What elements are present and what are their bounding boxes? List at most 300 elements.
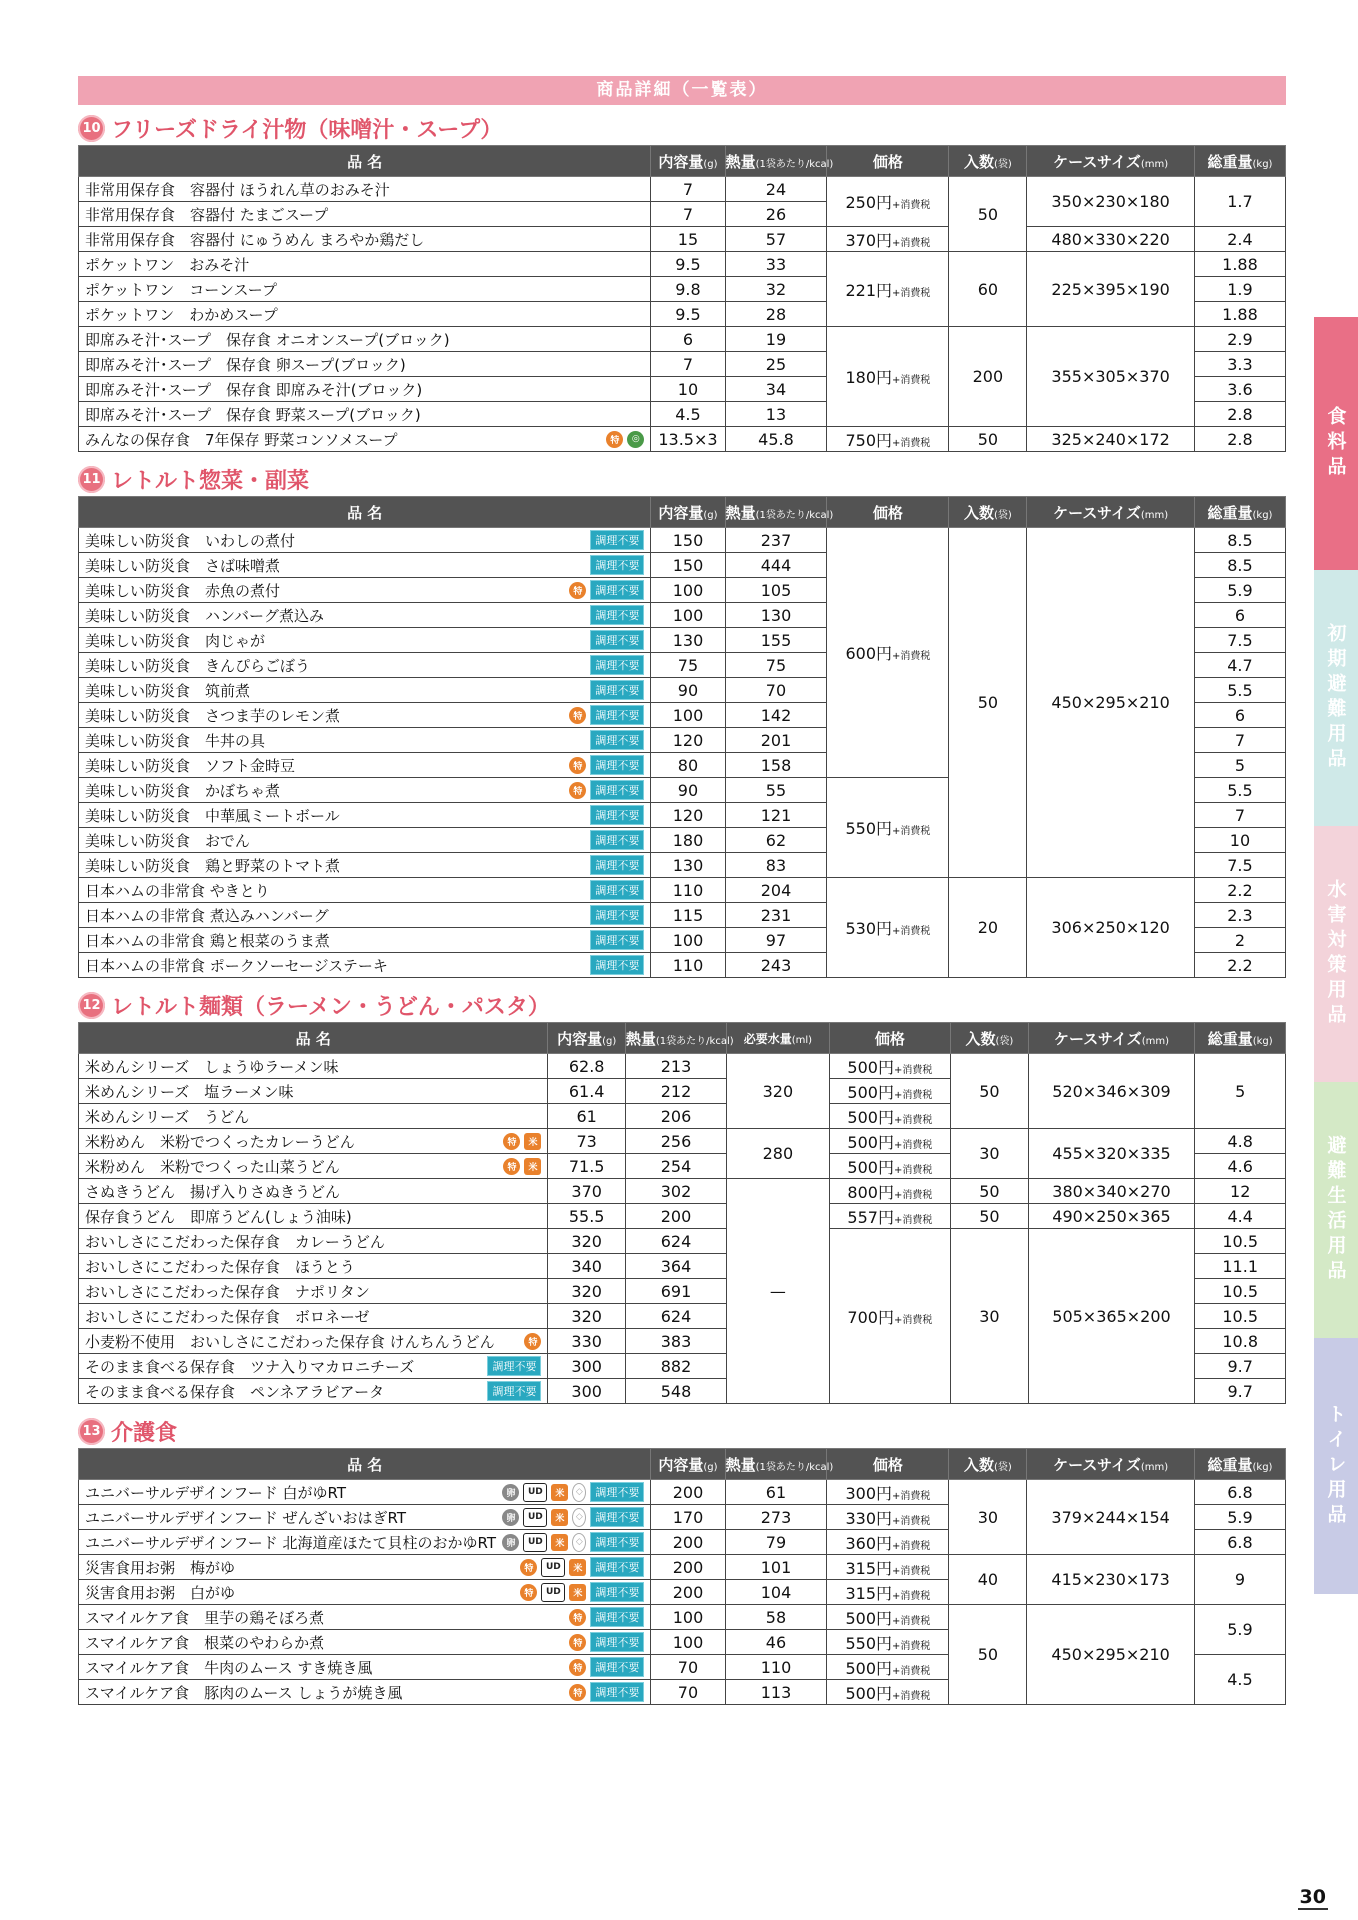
item-name: 美味しい防災食 牛丼の具 調理不要 bbox=[79, 728, 651, 753]
item-weight: 9.7 bbox=[1195, 1354, 1286, 1379]
item-case-size: 520×346×309 bbox=[1028, 1054, 1195, 1129]
no-cooking-badge: 調理不要 bbox=[487, 1356, 541, 1376]
item-name: 米めんシリーズ うどん bbox=[79, 1104, 548, 1129]
item-calories: 13 bbox=[725, 402, 827, 427]
item-weight: 4.6 bbox=[1195, 1154, 1286, 1179]
item-weight: 10.8 bbox=[1195, 1329, 1286, 1354]
item-volume: 330 bbox=[548, 1329, 625, 1354]
item-name: おいしさにこだわった保存食 ほうとう bbox=[79, 1254, 548, 1279]
col-weight: 総重量(kg) bbox=[1194, 146, 1285, 177]
no-cooking-badge: 調理不要 bbox=[590, 655, 644, 675]
allergen-free-icon: 特 bbox=[569, 582, 586, 599]
table-header bbox=[79, 1023, 1286, 1054]
item-volume: 100 bbox=[651, 1630, 725, 1655]
item-name: スマイルケア食 牛肉のムース すき焼き風 特 調理不要 bbox=[79, 1655, 651, 1680]
no-cooking-badge: 調理不要 bbox=[590, 830, 644, 850]
table-row bbox=[79, 177, 1286, 202]
allergen-free-icon: 特 bbox=[569, 1659, 586, 1676]
item-calories: 130 bbox=[725, 603, 827, 628]
universal-design-food-icon: UD bbox=[541, 1558, 565, 1577]
allergen-free-icon: 特 bbox=[569, 1634, 586, 1651]
item-calories: 97 bbox=[725, 928, 827, 953]
item-name: 米粉めん 米粉でつくったカレーうどん 特 米 bbox=[79, 1129, 548, 1154]
item-name: 美味しい防災食 かぼちゃ煮 特 調理不要 bbox=[79, 778, 651, 803]
item-weight: 9.7 bbox=[1195, 1379, 1286, 1404]
item-calories: 142 bbox=[725, 703, 827, 728]
section-number: 13 bbox=[78, 1418, 105, 1445]
col-quantity: 入数(袋) bbox=[949, 1449, 1027, 1480]
tab-toilet[interactable]: トイレ用品 bbox=[1314, 1338, 1358, 1594]
item-volume: 7 bbox=[651, 177, 725, 202]
item-name: 美味しい防災食 肉じゃが 調理不要 bbox=[79, 628, 651, 653]
item-quantity: 30 bbox=[951, 1129, 1028, 1179]
item-weight: 2.3 bbox=[1194, 903, 1285, 928]
item-weight: 1.9 bbox=[1194, 277, 1285, 302]
table-row bbox=[79, 878, 1286, 903]
col-case-size: ケースサイズ(mm) bbox=[1027, 146, 1195, 177]
item-volume: 200 bbox=[651, 1555, 725, 1580]
item-calories: 121 bbox=[725, 803, 827, 828]
col-weight: 総重量(kg) bbox=[1194, 497, 1285, 528]
item-calories: 33 bbox=[725, 252, 827, 277]
section-number: 10 bbox=[78, 115, 105, 142]
col-volume: 内容量(g) bbox=[651, 497, 725, 528]
item-name: 非常用保存食 容器付 ほうれん草のおみそ汁 bbox=[79, 177, 651, 202]
item-weight: 5.5 bbox=[1194, 678, 1285, 703]
table-row bbox=[79, 1480, 1286, 1505]
item-quantity: 50 bbox=[951, 1204, 1028, 1229]
item-calories: 61 bbox=[725, 1480, 827, 1505]
item-quantity: 20 bbox=[949, 878, 1027, 978]
allergen-free-icon: 特 bbox=[524, 1333, 541, 1350]
item-quantity: 30 bbox=[949, 1480, 1027, 1555]
no-cooking-badge: 調理不要 bbox=[590, 1482, 644, 1502]
item-name: 美味しい防災食 ハンバーグ煮込み 調理不要 bbox=[79, 603, 651, 628]
tab-evacuation-life[interactable]: 避難生活用品 bbox=[1314, 1082, 1358, 1338]
item-calories: 364 bbox=[625, 1254, 726, 1279]
item-name: 即席みそ汁･スープ 保存食 即席みそ汁(ブロック) bbox=[79, 377, 651, 402]
item-volume: 7 bbox=[651, 352, 725, 377]
item-calories: 383 bbox=[625, 1329, 726, 1354]
item-weight: 5.9 bbox=[1194, 578, 1285, 603]
item-weight: 5.9 bbox=[1194, 1605, 1285, 1655]
item-case-size: 325×240×172 bbox=[1027, 427, 1195, 452]
tab-initial-evacuation[interactable]: 初期避難用品 bbox=[1314, 570, 1358, 826]
item-name: スマイルケア食 里芋の鶏そぼろ煮 特 調理不要 bbox=[79, 1605, 651, 1630]
no-cooking-badge: 調理不要 bbox=[590, 555, 644, 575]
item-weight: 6.8 bbox=[1194, 1480, 1285, 1505]
item-price: 315円+消費税 bbox=[827, 1555, 949, 1580]
item-weight: 6 bbox=[1194, 703, 1285, 728]
item-volume: 170 bbox=[651, 1505, 725, 1530]
item-name: 日本ハムの非常食 やきとり 調理不要 bbox=[79, 878, 651, 903]
col-name: 品 名 bbox=[79, 1023, 548, 1054]
col-case-size: ケースサイズ(mm) bbox=[1027, 497, 1195, 528]
item-calories: 155 bbox=[725, 628, 827, 653]
col-case-size: ケースサイズ(mm) bbox=[1028, 1023, 1195, 1054]
item-volume: 100 bbox=[651, 703, 725, 728]
allergen-icon: 卵 bbox=[502, 1534, 519, 1551]
item-name: 米めんシリーズ しょうゆラーメン味 bbox=[79, 1054, 548, 1079]
no-cooking-badge: 調理不要 bbox=[590, 805, 644, 825]
no-cooking-badge: 調理不要 bbox=[590, 580, 644, 600]
item-price: 500円+消費税 bbox=[829, 1104, 951, 1129]
item-weight: 10.5 bbox=[1195, 1304, 1286, 1329]
allergen-free-icon: 特 bbox=[520, 1584, 537, 1601]
item-volume: 320 bbox=[548, 1304, 625, 1329]
col-name: 品 名 bbox=[79, 1449, 651, 1480]
item-weight: 4.8 bbox=[1195, 1129, 1286, 1154]
item-name: 美味しい防災食 筑前煮 調理不要 bbox=[79, 678, 651, 703]
universal-design-food-icon: UD bbox=[541, 1583, 565, 1602]
item-price: 550円+消費税 bbox=[827, 1630, 949, 1655]
item-calories: 75 bbox=[725, 653, 827, 678]
gluten-free-icon: 米 bbox=[551, 1509, 568, 1526]
item-quantity: 50 bbox=[949, 427, 1027, 452]
allergen-free-icon: 特 bbox=[606, 431, 623, 448]
item-calories: 158 bbox=[725, 753, 827, 778]
no-cooking-badge: 調理不要 bbox=[590, 1607, 644, 1627]
item-weight: 2.2 bbox=[1194, 878, 1285, 903]
item-name: おいしさにこだわった保存食 ボロネーゼ bbox=[79, 1304, 548, 1329]
table-row bbox=[79, 327, 1286, 352]
item-price: 300円+消費税 bbox=[827, 1480, 949, 1505]
item-weight: 7 bbox=[1194, 803, 1285, 828]
item-name: 美味しい防災食 おでん 調理不要 bbox=[79, 828, 651, 853]
item-name: スマイルケア食 根菜のやわらか煮 特 調理不要 bbox=[79, 1630, 651, 1655]
item-volume: 71.5 bbox=[548, 1154, 625, 1179]
item-price: 221円+消費税 bbox=[827, 252, 949, 327]
col-case-size: ケースサイズ(mm) bbox=[1027, 1449, 1195, 1480]
item-calories: 57 bbox=[725, 227, 827, 252]
water-drop-icon: ◇ bbox=[572, 1483, 586, 1502]
no-cooking-badge: 調理不要 bbox=[590, 1632, 644, 1652]
item-case-size: 355×305×370 bbox=[1027, 327, 1195, 427]
item-calories: 204 bbox=[725, 878, 827, 903]
col-name: 品 名 bbox=[79, 146, 651, 177]
item-price: 750円+消費税 bbox=[827, 427, 949, 452]
no-cooking-badge: 調理不要 bbox=[590, 855, 644, 875]
col-price: 価格 bbox=[829, 1023, 951, 1054]
item-case-size: 306×250×120 bbox=[1027, 878, 1195, 978]
table-care-food bbox=[78, 1448, 1286, 1705]
no-cooking-badge: 調理不要 bbox=[590, 1682, 644, 1702]
item-water: 280 bbox=[727, 1129, 829, 1179]
item-name: ポケットワン おみそ汁 bbox=[79, 252, 651, 277]
item-name: 美味しい防災食 さつま芋のレモン煮 特 調理不要 bbox=[79, 703, 651, 728]
allergen-free-icon: 特 bbox=[569, 707, 586, 724]
table-row bbox=[79, 227, 1286, 252]
item-volume: 61.4 bbox=[548, 1079, 625, 1104]
item-calories: 201 bbox=[725, 728, 827, 753]
col-price: 価格 bbox=[827, 1449, 949, 1480]
section-title-13 bbox=[78, 1414, 1286, 1448]
item-calories: 256 bbox=[625, 1129, 726, 1154]
item-water: 320 bbox=[727, 1054, 829, 1129]
item-name: 非常用保存食 容器付 にゅうめん まろやか鶏だし bbox=[79, 227, 651, 252]
item-calories: 200 bbox=[625, 1204, 726, 1229]
item-volume: 130 bbox=[651, 628, 725, 653]
item-weight: 7 bbox=[1194, 728, 1285, 753]
item-volume: 7 bbox=[651, 202, 725, 227]
item-volume: 200 bbox=[651, 1530, 725, 1555]
item-price: 800円+消費税 bbox=[829, 1179, 951, 1204]
item-volume: 62.8 bbox=[548, 1054, 625, 1079]
item-weight: 12 bbox=[1195, 1179, 1286, 1204]
item-name: 日本ハムの非常食 鶏と根菜のうま煮 調理不要 bbox=[79, 928, 651, 953]
item-weight: 2 bbox=[1194, 928, 1285, 953]
item-volume: 100 bbox=[651, 578, 725, 603]
item-name: 美味しい防災食 赤魚の煮付 特 調理不要 bbox=[79, 578, 651, 603]
item-name: 美味しい防災食 鶏と野菜のトマト煮 調理不要 bbox=[79, 853, 651, 878]
category-tabs bbox=[1314, 317, 1358, 1594]
table-header bbox=[79, 146, 1286, 177]
item-volume: 100 bbox=[651, 603, 725, 628]
no-cooking-badge: 調理不要 bbox=[590, 630, 644, 650]
item-volume: 150 bbox=[651, 553, 725, 578]
table-row bbox=[79, 1179, 1286, 1204]
item-case-size: 480×330×220 bbox=[1027, 227, 1195, 252]
table-row bbox=[79, 427, 1286, 452]
no-cooking-badge: 調理不要 bbox=[590, 1657, 644, 1677]
tab-flood-countermeasures[interactable]: 水害対策用品 bbox=[1314, 826, 1358, 1082]
item-calories: 691 bbox=[625, 1279, 726, 1304]
item-name: 災害食用お粥 梅がゆ 特 UD 米 調理不要 bbox=[79, 1555, 651, 1580]
item-name: 美味しい防災食 きんぴらごぼう 調理不要 bbox=[79, 653, 651, 678]
item-calories: 25 bbox=[725, 352, 827, 377]
item-calories: 624 bbox=[625, 1229, 726, 1254]
item-name: 美味しい防災食 いわしの煮付 調理不要 bbox=[79, 528, 651, 553]
item-price: 600円+消費税 bbox=[827, 528, 949, 778]
item-calories: 62 bbox=[725, 828, 827, 853]
item-volume: 120 bbox=[651, 728, 725, 753]
allergen-free-icon: 特 bbox=[569, 1684, 586, 1701]
item-price: 500円+消費税 bbox=[829, 1079, 951, 1104]
item-volume: 13.5×3 bbox=[651, 427, 725, 452]
item-weight: 7.5 bbox=[1194, 853, 1285, 878]
table-row bbox=[79, 1054, 1286, 1079]
item-volume: 6 bbox=[651, 327, 725, 352]
item-volume: 110 bbox=[651, 878, 725, 903]
item-volume: 10 bbox=[651, 377, 725, 402]
item-volume: 55.5 bbox=[548, 1204, 625, 1229]
item-name: 即席みそ汁･スープ 保存食 野菜スープ(ブロック) bbox=[79, 402, 651, 427]
item-weight: 6.8 bbox=[1194, 1530, 1285, 1555]
eco-icon: ◎ bbox=[627, 431, 644, 448]
item-quantity: 50 bbox=[949, 1605, 1027, 1705]
item-calories: 213 bbox=[625, 1054, 726, 1079]
item-calories: 34 bbox=[725, 377, 827, 402]
item-calories: 58 bbox=[725, 1605, 827, 1630]
item-weight: 11.1 bbox=[1195, 1254, 1286, 1279]
item-calories: 243 bbox=[725, 953, 827, 978]
item-calories: 32 bbox=[725, 277, 827, 302]
item-weight: 5.9 bbox=[1194, 1505, 1285, 1530]
item-calories: 45.8 bbox=[725, 427, 827, 452]
item-calories: 79 bbox=[725, 1530, 827, 1555]
item-price: 315円+消費税 bbox=[827, 1580, 949, 1605]
section-title-11 bbox=[78, 462, 1286, 496]
item-price: 360円+消費税 bbox=[827, 1530, 949, 1555]
item-volume: 90 bbox=[651, 778, 725, 803]
item-volume: 80 bbox=[651, 753, 725, 778]
no-cooking-badge: 調理不要 bbox=[590, 905, 644, 925]
no-cooking-badge: 調理不要 bbox=[590, 705, 644, 725]
item-volume: 9.5 bbox=[651, 302, 725, 327]
item-name: 保存食うどん 即席うどん(しょう油味) bbox=[79, 1204, 548, 1229]
universal-design-food-icon: UD bbox=[523, 1483, 547, 1502]
item-price: 250円+消費税 bbox=[827, 177, 949, 227]
item-weight: 1.88 bbox=[1194, 302, 1285, 327]
item-weight: 5.5 bbox=[1194, 778, 1285, 803]
no-cooking-badge: 調理不要 bbox=[590, 755, 644, 775]
no-cooking-badge: 調理不要 bbox=[590, 955, 644, 975]
col-weight: 総重量(kg) bbox=[1195, 1023, 1286, 1054]
item-weight: 2.8 bbox=[1194, 402, 1285, 427]
table-row bbox=[79, 1204, 1286, 1229]
table-row bbox=[79, 1605, 1286, 1630]
item-price: 530円+消費税 bbox=[827, 878, 949, 978]
item-name: 美味しい防災食 ソフト金時豆 特 調理不要 bbox=[79, 753, 651, 778]
item-weight: 10.5 bbox=[1195, 1279, 1286, 1304]
item-volume: 100 bbox=[651, 1605, 725, 1630]
item-volume: 75 bbox=[651, 653, 725, 678]
item-price: 500円+消費税 bbox=[829, 1129, 951, 1154]
item-weight: 9 bbox=[1194, 1555, 1285, 1605]
no-cooking-badge: 調理不要 bbox=[590, 1557, 644, 1577]
item-volume: 340 bbox=[548, 1254, 625, 1279]
section-title-12 bbox=[78, 988, 1286, 1022]
gluten-free-icon: 米 bbox=[569, 1559, 586, 1576]
item-case-size: 379×244×154 bbox=[1027, 1480, 1195, 1555]
item-calories: 113 bbox=[725, 1680, 827, 1705]
allergen-free-icon: 特 bbox=[503, 1158, 520, 1175]
item-calories: 212 bbox=[625, 1079, 726, 1104]
col-price: 価格 bbox=[827, 146, 949, 177]
item-volume: 180 bbox=[651, 828, 725, 853]
gluten-free-icon: 米 bbox=[551, 1484, 568, 1501]
gluten-free-icon: 米 bbox=[569, 1584, 586, 1601]
item-weight: 2.2 bbox=[1194, 953, 1285, 978]
item-weight: 4.4 bbox=[1195, 1204, 1286, 1229]
item-calories: 110 bbox=[725, 1655, 827, 1680]
table-freeze-dry-soup bbox=[78, 145, 1286, 452]
col-quantity: 入数(袋) bbox=[951, 1023, 1028, 1054]
item-case-size: 350×230×180 bbox=[1027, 177, 1195, 227]
item-calories: 46 bbox=[725, 1630, 827, 1655]
item-price: 557円+消費税 bbox=[829, 1204, 951, 1229]
item-calories: 254 bbox=[625, 1154, 726, 1179]
universal-design-food-icon: UD bbox=[523, 1508, 547, 1527]
item-weight: 8.5 bbox=[1194, 528, 1285, 553]
table-row bbox=[79, 252, 1286, 277]
page-banner: 商品詳細（一覧表） bbox=[78, 76, 1286, 105]
item-weight: 1.88 bbox=[1194, 252, 1285, 277]
item-weight: 5 bbox=[1195, 1054, 1286, 1129]
item-name: ポケットワン コーンスープ bbox=[79, 277, 651, 302]
item-quantity: 50 bbox=[949, 177, 1027, 252]
section-title-10 bbox=[78, 111, 1286, 145]
col-quantity: 入数(袋) bbox=[949, 146, 1027, 177]
item-name: 即席みそ汁･スープ 保存食 卵スープ(ブロック) bbox=[79, 352, 651, 377]
item-name: 小麦粉不使用 おいしさにこだわった保存食 けんちんうどん 特 bbox=[79, 1329, 548, 1354]
item-quantity: 60 bbox=[949, 252, 1027, 327]
no-cooking-badge: 調理不要 bbox=[590, 1507, 644, 1527]
section-heading: フリーズドライ汁物（味噌汁・スープ） bbox=[111, 117, 503, 143]
item-price: 500円+消費税 bbox=[827, 1680, 949, 1705]
table-header bbox=[79, 497, 1286, 528]
item-calories: 237 bbox=[725, 528, 827, 553]
item-volume: 90 bbox=[651, 678, 725, 703]
item-volume: 200 bbox=[651, 1480, 725, 1505]
item-calories: 70 bbox=[725, 678, 827, 703]
col-calories: 熱量(1袋あたり/kcal) bbox=[725, 497, 827, 528]
item-weight: 4.7 bbox=[1194, 653, 1285, 678]
item-calories: 624 bbox=[625, 1304, 726, 1329]
item-volume: 61 bbox=[548, 1104, 625, 1129]
item-weight: 2.9 bbox=[1194, 327, 1285, 352]
tab-food[interactable]: 食料品 bbox=[1314, 317, 1358, 570]
allergen-free-icon: 特 bbox=[520, 1559, 537, 1576]
item-quantity: 200 bbox=[949, 327, 1027, 427]
item-weight: 10 bbox=[1194, 828, 1285, 853]
no-cooking-badge: 調理不要 bbox=[590, 880, 644, 900]
allergen-free-icon: 特 bbox=[569, 782, 586, 799]
item-weight: 4.5 bbox=[1194, 1655, 1285, 1705]
water-drop-icon: ◇ bbox=[572, 1508, 586, 1527]
item-weight: 1.7 bbox=[1194, 177, 1285, 227]
item-weight: 10.5 bbox=[1195, 1229, 1286, 1254]
item-volume: 70 bbox=[651, 1655, 725, 1680]
gluten-free-icon: 米 bbox=[551, 1534, 568, 1551]
item-calories: 24 bbox=[725, 177, 827, 202]
item-name: 日本ハムの非常食 ポークソーセージステーキ 調理不要 bbox=[79, 953, 651, 978]
no-cooking-badge: 調理不要 bbox=[487, 1381, 541, 1401]
item-name: ユニバーサルデザインフード 北海道産ほたて貝柱のおかゆRT 卵 UD 米 ◇ 調理不要 bbox=[79, 1530, 651, 1555]
section-number: 11 bbox=[78, 466, 105, 493]
item-volume: 73 bbox=[548, 1129, 625, 1154]
item-calories: 83 bbox=[725, 853, 827, 878]
item-calories: 19 bbox=[725, 327, 827, 352]
section-heading: レトルト惣菜・副菜 bbox=[111, 468, 310, 494]
item-weight: 5 bbox=[1194, 753, 1285, 778]
item-weight: 7.5 bbox=[1194, 628, 1285, 653]
item-name: おいしさにこだわった保存食 ナポリタン bbox=[79, 1279, 548, 1304]
allergen-icon: 卵 bbox=[502, 1509, 519, 1526]
item-calories: 302 bbox=[625, 1179, 726, 1204]
item-quantity: 40 bbox=[949, 1555, 1027, 1605]
allergen-icon: 卵 bbox=[502, 1484, 519, 1501]
item-volume: 370 bbox=[548, 1179, 625, 1204]
item-volume: 110 bbox=[651, 953, 725, 978]
item-name: 美味しい防災食 中華風ミートボール 調理不要 bbox=[79, 803, 651, 828]
item-weight: 3.3 bbox=[1194, 352, 1285, 377]
item-volume: 4.5 bbox=[651, 402, 725, 427]
item-water: — bbox=[727, 1179, 829, 1404]
item-name: 災害食用お粥 白がゆ 特 UD 米 調理不要 bbox=[79, 1580, 651, 1605]
item-name: ユニバーサルデザインフード ぜんざいおはぎRT 卵 UD 米 ◇ 調理不要 bbox=[79, 1505, 651, 1530]
item-price: 500円+消費税 bbox=[829, 1154, 951, 1179]
item-name: 美味しい防災食 さば味噌煮 調理不要 bbox=[79, 553, 651, 578]
item-price: 330円+消費税 bbox=[827, 1505, 949, 1530]
item-volume: 15 bbox=[651, 227, 725, 252]
allergen-free-icon: 特 bbox=[569, 1609, 586, 1626]
item-case-size: 450×295×210 bbox=[1027, 528, 1195, 878]
no-cooking-badge: 調理不要 bbox=[590, 730, 644, 750]
item-volume: 320 bbox=[548, 1279, 625, 1304]
col-quantity: 入数(袋) bbox=[949, 497, 1027, 528]
col-volume: 内容量(g) bbox=[548, 1023, 625, 1054]
